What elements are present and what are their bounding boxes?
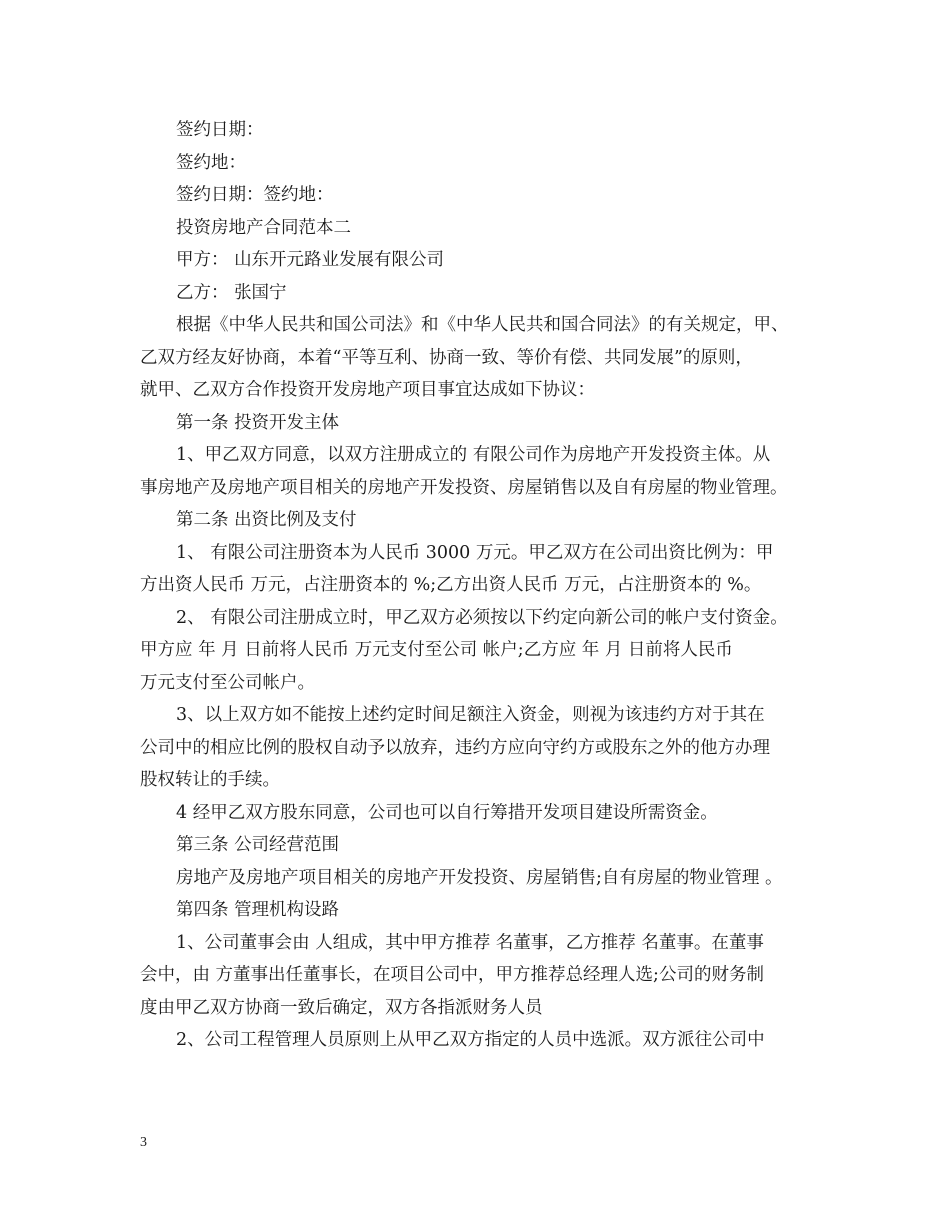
text-line: 1、甲乙双方同意，以双方注册成立的 有限公司作为房地产开发投资主体。从	[176, 445, 771, 465]
article-heading: 第一条 投资开发主体	[176, 412, 340, 433]
text-line: 就甲、乙双方合作投资开发房地产项目事宜达成如下协议：	[140, 380, 595, 400]
text-line: 事房地产及房地产项目相关的房地产开发投资、房屋销售以及自有房屋的物业管理。	[140, 477, 788, 498]
text-line: 签约日期：签约地：	[176, 185, 334, 205]
text-line: 会中，由 方董事出任董事长，在项目公司中，甲方推荐总经理人选;公司的财务制	[140, 965, 764, 985]
page-number: 3	[140, 1135, 147, 1150]
text-line: 签约地：	[176, 152, 246, 173]
text-line: 甲方应 年 月 日前将人民币 万元支付至公司 帐户;乙方应 年 月 日前将人民币	[140, 640, 733, 660]
text-line: 万元支付至公司帐户。	[140, 672, 315, 693]
text-line: 股权转让的手续。	[140, 770, 280, 790]
document-body	[140, 114, 825, 1057]
text-line: 方出资人民币 万元，占注册资本的 %;乙方出资人民币 万元，占注册资本的 %。	[140, 575, 762, 595]
text-line: 1、 有限公司注册资本为人民币 3000 万元。甲乙双方在公司出资比例为：甲	[176, 542, 774, 563]
article-heading: 第三条 公司经营范围	[176, 835, 340, 855]
text-line: 4 经甲乙双方股东同意，公司也可以自行筹措开发项目建设所需资金。	[176, 802, 718, 823]
text-line: 公司中的相应比例的股权自动予以放弃，违约方应向守约方或股东之外的他方办理	[140, 737, 770, 758]
text-line: 2、 有限公司注册成立时，甲乙双方必须按以下约定向新公司的帐户支付资金。	[176, 607, 788, 628]
text-line: 2、公司工程管理人员原则上从甲乙双方指定的人员中选派。双方派往公司中	[176, 1030, 765, 1050]
party-a: 甲方： 山东开元路业发展有限公司	[176, 250, 445, 270]
section-heading: 投资房地产合同范本二	[176, 217, 351, 238]
article-heading: 第二条 出资比例及支付	[176, 510, 357, 530]
text-line: 房地产及房地产项目相关的房地产开发投资、房屋销售;自有房屋的物业管理 。	[176, 867, 783, 888]
text-line: 签约日期：	[176, 120, 264, 140]
article-heading: 第四条 管理机构设路	[176, 900, 340, 920]
text-line: 3、以上双方如不能按上述约定时间足额注入资金，则视为该违约方对于其在	[176, 705, 765, 725]
text-line: 乙双方经友好协商，本着“平等互利、协商一致、等价有偿、共同发展”的原则，	[140, 347, 753, 368]
party-b: 乙方： 张国宁	[176, 282, 287, 303]
text-line: 根据《中华人民共和国公司法》和《中华人民共和国合同法》的有关规定，甲、	[176, 315, 789, 335]
text-line: 度由甲乙双方协商一致后确定，双方各指派财务人员	[140, 997, 543, 1018]
text-line: 1、公司董事会由 人组成，其中甲方推荐 名董事，乙方推荐 名董事。在董事	[176, 932, 764, 953]
